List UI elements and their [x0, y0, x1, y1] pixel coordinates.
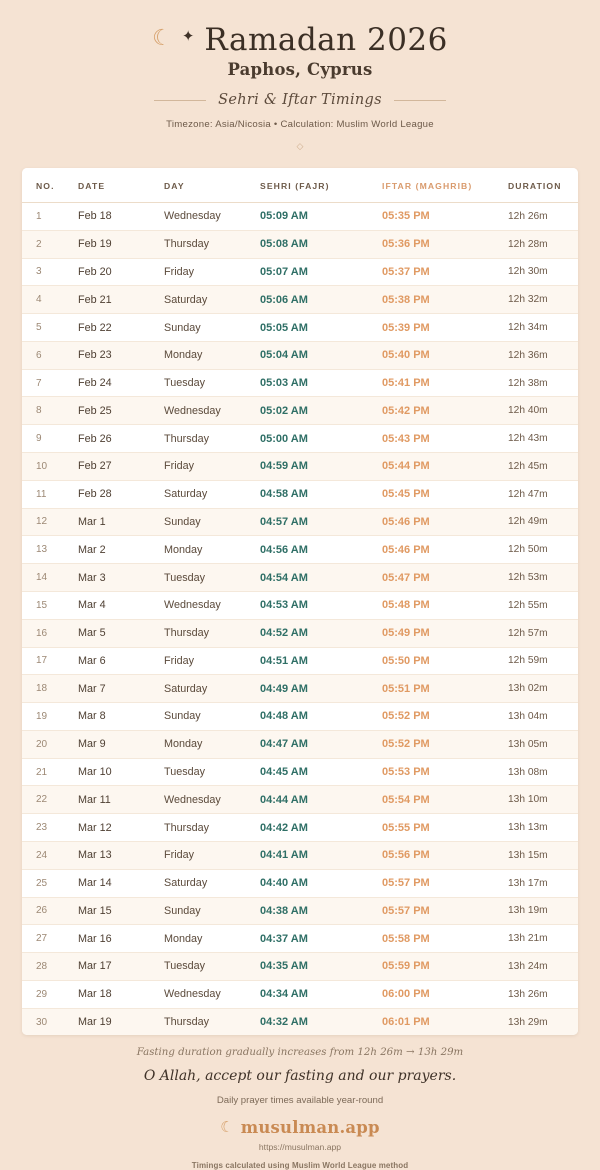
- table-row: [22, 203, 578, 231]
- cell-duration: 12h 34m: [508, 314, 578, 342]
- cell-date: Mar 4: [78, 591, 164, 619]
- cell-iftar: 05:40 PM: [382, 341, 508, 369]
- cell-iftar: 05:39 PM: [382, 314, 508, 342]
- timings-table: [22, 168, 578, 1035]
- cell-date: Feb 24: [78, 369, 164, 397]
- column-header-sehri: SEHRI (FAJR): [260, 168, 382, 203]
- cell-no: 2: [22, 230, 78, 258]
- cell-day: Tuesday: [164, 758, 260, 786]
- table-row: [22, 786, 578, 814]
- section-rule-row: [20, 92, 580, 108]
- cell-no: 23: [22, 814, 78, 842]
- cell-no: 5: [22, 314, 78, 342]
- table-row: [22, 647, 578, 675]
- rule-left: [154, 100, 206, 101]
- cell-sehri: 04:47 AM: [260, 730, 382, 758]
- cell-date: Feb 23: [78, 341, 164, 369]
- cell-date: Mar 19: [78, 1016, 112, 1029]
- cell-duration: 13h 17m: [508, 869, 578, 897]
- cell-duration: 12h 30m: [508, 258, 578, 286]
- cell-sehri: 05:02 AM: [260, 397, 382, 425]
- cell-day: Wednesday: [164, 203, 260, 231]
- column-header-date: DATE: [78, 168, 164, 203]
- title-row: [20, 22, 580, 58]
- cell-sehri: 04:41 AM: [260, 841, 382, 869]
- cell-iftar: 05:59 PM: [382, 953, 508, 981]
- table-row: [22, 536, 578, 564]
- table-row: [22, 341, 578, 369]
- cell-sehri: 05:00 AM: [260, 425, 382, 453]
- cell-sehri: 04:56 AM: [260, 536, 382, 564]
- cell-iftar: 06:01 PM: [382, 1016, 430, 1029]
- cell-duration: 12h 47m: [508, 480, 578, 508]
- cell-no: 13: [22, 536, 78, 564]
- table-row: [22, 591, 578, 619]
- cell-date: Mar 2: [78, 536, 164, 564]
- table-row: [22, 369, 578, 397]
- table-body: [22, 203, 578, 1036]
- table-row: [22, 980, 578, 1008]
- cell-day: Thursday: [164, 619, 260, 647]
- cell-no: 20: [22, 730, 78, 758]
- cell-no: 30: [36, 1016, 48, 1028]
- cell-sehri: 04:48 AM: [260, 703, 382, 731]
- cell-sehri: 04:52 AM: [260, 619, 382, 647]
- meta-info: Timezone: Asia/Nicosia • Calculation: Muslim World League: [166, 119, 434, 130]
- cell-day: Saturday: [164, 869, 260, 897]
- cell-no: 6: [22, 341, 78, 369]
- cell-no: 15: [22, 591, 78, 619]
- cell-duration: 13h 19m: [508, 897, 578, 925]
- cell-duration: 12h 28m: [508, 230, 578, 258]
- table-row: [22, 675, 578, 703]
- cell-iftar: 05:42 PM: [382, 397, 508, 425]
- cell-duration: 12h 53m: [508, 564, 578, 592]
- cell-date: Mar 14: [78, 869, 164, 897]
- cell-duration: 12h 36m: [508, 341, 578, 369]
- cell-no: 14: [22, 564, 78, 592]
- table-row: [22, 730, 578, 758]
- cell-duration: 13h 24m: [508, 953, 578, 981]
- cell-no: 27: [22, 925, 78, 953]
- table-row: [22, 758, 578, 786]
- cell-day: Sunday: [164, 314, 260, 342]
- cell-date: Feb 21: [78, 286, 164, 314]
- cell-sehri: 04:44 AM: [260, 786, 382, 814]
- cell-sehri: 04:53 AM: [260, 591, 382, 619]
- cell-date: Feb 26: [78, 425, 164, 453]
- table-header-row: [22, 168, 578, 203]
- cell-date: Mar 18: [78, 980, 164, 1008]
- page-header: [0, 0, 600, 156]
- cell-date: Feb 27: [78, 453, 164, 481]
- cell-day: Friday: [164, 647, 260, 675]
- column-header-no: NO.: [22, 168, 78, 203]
- page-title: Ramadan 2026: [204, 22, 448, 58]
- cell-iftar: 05:50 PM: [382, 647, 508, 675]
- cell-duration: 13h 13m: [508, 814, 578, 842]
- cell-date: Feb 18: [78, 203, 164, 231]
- table-row: [22, 453, 578, 481]
- cell-duration: 13h 04m: [508, 703, 578, 731]
- cell-date: Mar 11: [78, 786, 164, 814]
- cell-sehri: 04:58 AM: [260, 480, 382, 508]
- cell-no: 22: [22, 786, 78, 814]
- cell-no: 4: [22, 286, 78, 314]
- cell-iftar: 05:46 PM: [382, 536, 508, 564]
- table-row: [22, 897, 578, 925]
- cell-no: 11: [22, 480, 78, 508]
- crescent-moon-icon: ☾: [152, 25, 172, 50]
- table-row: [22, 619, 578, 647]
- cell-date: Feb 20: [78, 258, 164, 286]
- cell-no: 25: [22, 869, 78, 897]
- brand-row[interactable]: [20, 1118, 580, 1137]
- cell-duration: 13h 02m: [508, 675, 578, 703]
- cell-date: Mar 5: [78, 619, 164, 647]
- cell-sehri: 04:54 AM: [260, 564, 382, 592]
- cell-duration: 13h 21m: [508, 925, 578, 953]
- rule-right: [394, 100, 446, 101]
- cell-duration: 12h 45m: [508, 453, 578, 481]
- cell-duration: 12h 49m: [508, 508, 578, 536]
- cell-sehri: 04:45 AM: [260, 758, 382, 786]
- cell-iftar: 05:52 PM: [382, 730, 508, 758]
- cell-no: 10: [22, 453, 78, 481]
- cell-no: 1: [22, 203, 78, 231]
- cell-iftar: 05:45 PM: [382, 480, 508, 508]
- cell-day: Sunday: [164, 897, 260, 925]
- cell-iftar: 05:57 PM: [382, 897, 508, 925]
- cell-iftar: 05:37 PM: [382, 258, 508, 286]
- cell-no: 16: [22, 619, 78, 647]
- column-header-day: DAY: [164, 168, 260, 203]
- table-row: [22, 258, 578, 286]
- cell-no: 17: [22, 647, 78, 675]
- cell-no: 7: [22, 369, 78, 397]
- cell-sehri: 04:59 AM: [260, 453, 382, 481]
- cell-date: Mar 13: [78, 841, 164, 869]
- section-label: Sehri & Iftar Timings: [218, 92, 382, 108]
- cell-iftar: 05:49 PM: [382, 619, 508, 647]
- cell-duration: 13h 05m: [508, 730, 578, 758]
- cell-duration: 12h 32m: [508, 286, 578, 314]
- cell-sehri: 04:42 AM: [260, 814, 382, 842]
- cell-sehri: 05:08 AM: [260, 230, 382, 258]
- cell-date: Feb 19: [78, 230, 164, 258]
- table-row: [22, 841, 578, 869]
- cell-day: Tuesday: [164, 564, 260, 592]
- cell-no: 9: [22, 425, 78, 453]
- cell-duration: 12h 59m: [508, 647, 578, 675]
- cell-iftar: 05:41 PM: [382, 369, 508, 397]
- cell-duration: 12h 38m: [508, 369, 578, 397]
- cell-duration: 13h 15m: [508, 841, 578, 869]
- cell-duration: 13h 29m: [508, 1016, 548, 1028]
- cell-iftar: 05:56 PM: [382, 841, 508, 869]
- cell-iftar: 05:57 PM: [382, 869, 508, 897]
- cell-day: Saturday: [164, 286, 260, 314]
- cell-sehri: 05:09 AM: [260, 203, 382, 231]
- table-row: [22, 953, 578, 981]
- cell-duration: 13h 08m: [508, 758, 578, 786]
- table-row: [22, 703, 578, 731]
- table-row: [22, 814, 578, 842]
- cell-no: 18: [22, 675, 78, 703]
- availability-note: Daily prayer times available year-round: [216, 1095, 384, 1107]
- cell-day: Thursday: [164, 425, 260, 453]
- cell-day: Thursday: [164, 1016, 210, 1029]
- diamond-ornament-icon: ◇: [296, 141, 304, 151]
- cell-no: 26: [22, 897, 78, 925]
- cell-day: Tuesday: [164, 953, 260, 981]
- cell-duration: 13h 10m: [508, 786, 578, 814]
- cell-day: Saturday: [164, 480, 260, 508]
- cell-date: Mar 8: [78, 703, 164, 731]
- cell-date: Mar 3: [78, 564, 164, 592]
- table-row: [22, 508, 578, 536]
- cell-no: 8: [22, 397, 78, 425]
- cell-duration: 12h 43m: [508, 425, 578, 453]
- cell-day: Friday: [164, 258, 260, 286]
- cell-iftar: 06:00 PM: [382, 980, 508, 1008]
- table-head: [22, 168, 578, 203]
- cell-date: Mar 10: [78, 758, 164, 786]
- cell-day: Friday: [164, 453, 260, 481]
- table-row: [22, 480, 578, 508]
- table-row: [22, 286, 578, 314]
- cell-no: 28: [22, 953, 78, 981]
- cell-no: 24: [22, 841, 78, 869]
- cell-date: Mar 17: [78, 953, 164, 981]
- cell-iftar: 05:47 PM: [382, 564, 508, 592]
- cell-iftar: 05:36 PM: [382, 230, 508, 258]
- cell-iftar: 05:55 PM: [382, 814, 508, 842]
- cell-iftar: 05:53 PM: [382, 758, 508, 786]
- duration-note: Fasting duration gradually increases from 12h 26m → 13h 29m: [136, 1047, 464, 1059]
- cell-duration: 12h 50m: [508, 536, 578, 564]
- cell-day: Friday: [164, 841, 260, 869]
- table-row: [22, 1008, 578, 1035]
- cell-iftar: 05:43 PM: [382, 425, 508, 453]
- cell-sehri: 04:51 AM: [260, 647, 382, 675]
- star-icon: ✦: [181, 27, 195, 45]
- cell-day: Monday: [164, 341, 260, 369]
- table-row: [22, 925, 578, 953]
- cell-day: Sunday: [164, 703, 260, 731]
- table-row: [22, 869, 578, 897]
- cell-iftar: 05:58 PM: [382, 925, 508, 953]
- dua-text: O Allah, accept our fasting and our prayers.: [143, 1068, 457, 1085]
- page-footer: [0, 1035, 600, 1170]
- cell-sehri: 05:05 AM: [260, 314, 382, 342]
- cell-date: Mar 1: [78, 508, 164, 536]
- cell-no: 21: [22, 758, 78, 786]
- cell-day: Wednesday: [164, 980, 260, 1008]
- cell-day: Thursday: [164, 814, 260, 842]
- cell-duration: 12h 57m: [508, 619, 578, 647]
- table-row: [22, 230, 578, 258]
- cell-date: Mar 9: [78, 730, 164, 758]
- cell-day: Monday: [164, 925, 260, 953]
- column-header-iftar: IFTAR (MAGHRIB): [382, 168, 508, 203]
- cell-duration: 12h 26m: [508, 203, 578, 231]
- cell-sehri: 04:49 AM: [260, 675, 382, 703]
- cell-duration: 12h 40m: [508, 397, 578, 425]
- cell-iftar: 05:51 PM: [382, 675, 508, 703]
- cell-day: Wednesday: [164, 591, 260, 619]
- cell-iftar: 05:48 PM: [382, 591, 508, 619]
- cell-day: Thursday: [164, 230, 260, 258]
- cell-iftar: 05:46 PM: [382, 508, 508, 536]
- cell-date: Feb 28: [78, 480, 164, 508]
- cell-sehri: 04:32 AM: [260, 1016, 308, 1029]
- method-note: Timings calculated using Muslim World League method: [191, 1161, 409, 1170]
- cell-no: 12: [22, 508, 78, 536]
- column-header-duration: DURATION: [508, 168, 578, 203]
- cell-sehri: 04:38 AM: [260, 897, 382, 925]
- cell-duration: 12h 55m: [508, 591, 578, 619]
- cell-day: Wednesday: [164, 786, 260, 814]
- cell-no: 19: [22, 703, 78, 731]
- cell-day: Wednesday: [164, 397, 260, 425]
- cell-day: Monday: [164, 730, 260, 758]
- cell-sehri: 04:37 AM: [260, 925, 382, 953]
- location-subtitle: Paphos, Cyprus: [227, 60, 373, 79]
- cell-sehri: 04:40 AM: [260, 869, 382, 897]
- cell-duration: 13h 26m: [508, 980, 578, 1008]
- brand-name[interactable]: musulman.app: [240, 1118, 380, 1138]
- table-row: [22, 425, 578, 453]
- cell-date: Feb 25: [78, 397, 164, 425]
- table-row: [22, 397, 578, 425]
- cell-sehri: 05:07 AM: [260, 258, 382, 286]
- cell-iftar: 05:44 PM: [382, 453, 508, 481]
- cell-day: Monday: [164, 536, 260, 564]
- cell-iftar: 05:52 PM: [382, 703, 508, 731]
- cell-day: Saturday: [164, 675, 260, 703]
- cell-date: Mar 16: [78, 925, 164, 953]
- brand-url[interactable]: https://musulman.app: [258, 1142, 342, 1153]
- cell-day: Tuesday: [164, 369, 260, 397]
- cell-iftar: 05:54 PM: [382, 786, 508, 814]
- timings-table-card: [22, 168, 578, 1035]
- brand-crescent-icon: ☾: [220, 1119, 234, 1137]
- cell-iftar: 05:38 PM: [382, 286, 508, 314]
- cell-iftar: 05:35 PM: [382, 203, 508, 231]
- cell-day: Sunday: [164, 508, 260, 536]
- cell-date: Mar 6: [78, 647, 164, 675]
- cell-sehri: 04:57 AM: [260, 508, 382, 536]
- cell-no: 3: [22, 258, 78, 286]
- cell-sehri: 05:06 AM: [260, 286, 382, 314]
- cell-date: Mar 15: [78, 897, 164, 925]
- cell-no: 29: [22, 980, 78, 1008]
- table-row: [22, 314, 578, 342]
- cell-date: Feb 22: [78, 314, 164, 342]
- cell-date: Mar 12: [78, 814, 164, 842]
- cell-sehri: 05:03 AM: [260, 369, 382, 397]
- table-row: [22, 564, 578, 592]
- cell-date: Mar 7: [78, 675, 164, 703]
- cell-sehri: 04:35 AM: [260, 953, 382, 981]
- cell-sehri: 05:04 AM: [260, 341, 382, 369]
- cell-sehri: 04:34 AM: [260, 980, 382, 1008]
